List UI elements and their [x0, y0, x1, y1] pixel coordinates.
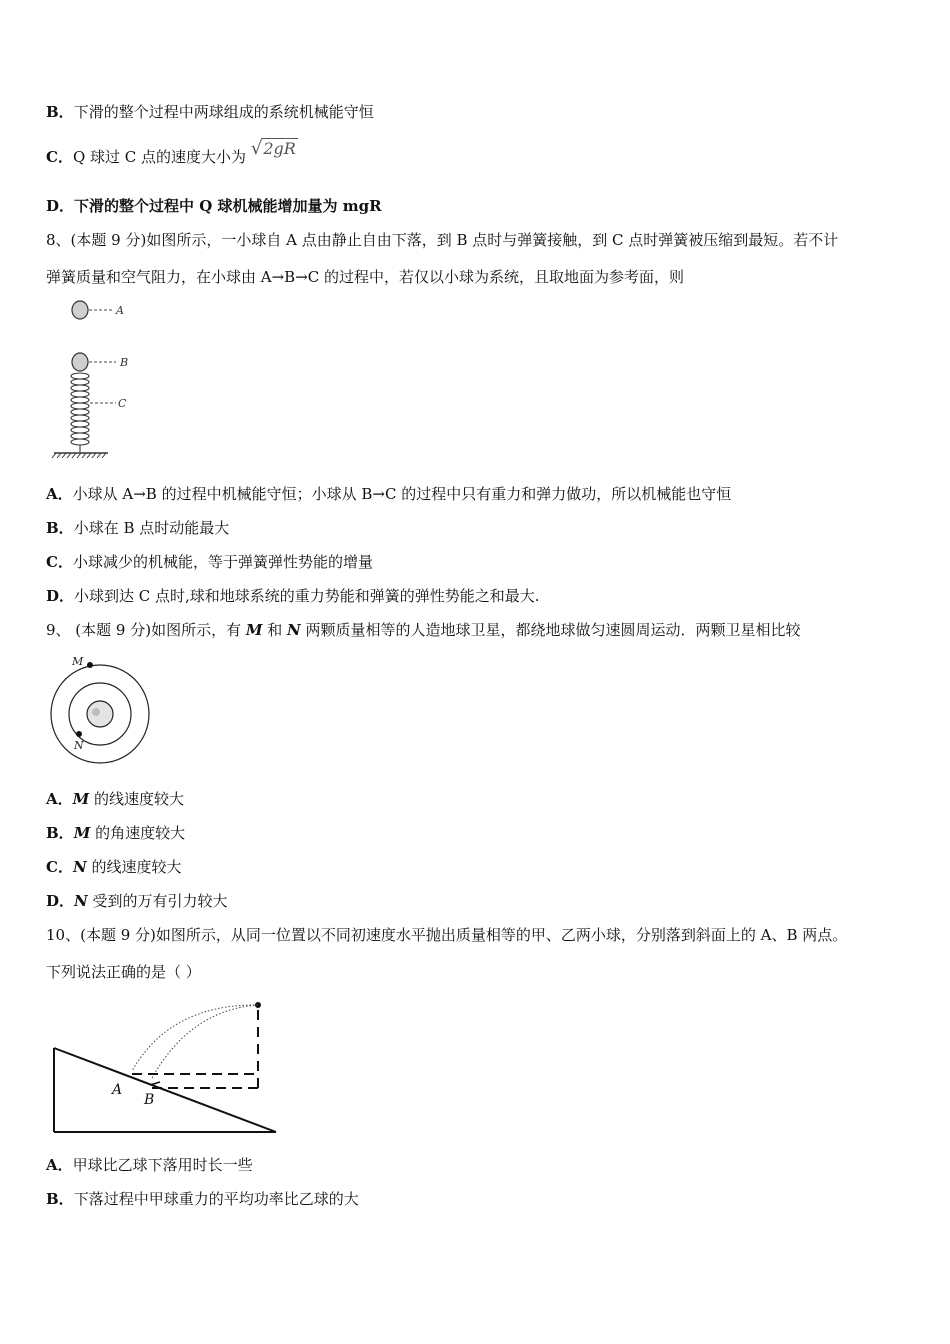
stem-and: 和 [262, 621, 288, 639]
option-label: C． [46, 858, 73, 876]
ball-at-b [72, 353, 88, 371]
q9-option-d [46, 891, 228, 911]
trajectory-b [152, 1005, 258, 1078]
option-text: 甲球比乙球下落用时长一些 [72, 1156, 253, 1174]
option-label: C． [46, 553, 73, 571]
label-c: C [118, 397, 127, 410]
option-label: B． [46, 1190, 74, 1208]
option-text: 受到的万有引力较大 [87, 892, 228, 910]
option-var: N [74, 892, 88, 910]
q7-option-b [46, 102, 374, 122]
q9-stem [46, 620, 801, 640]
option-label: A． [46, 1156, 73, 1174]
q10-stem-line2 [46, 962, 201, 982]
sqrt-expression [251, 140, 298, 158]
option-var: M [72, 790, 90, 808]
label-a: A [116, 304, 124, 317]
ball-at-a [72, 301, 88, 319]
question-stem: 8、(本题 9 分)如图所示，一小球自 A 点由静止自由下落，到 B 点时与弹簧接触，到 C 点时弹簧被压缩到最短。若不计 [46, 231, 839, 249]
question-stem: 10、(本题 9 分)如图所示，从同一位置以不同初速度水平抛出质量相等的甲、乙两小球，分别落到斜面上的 A、B 两点。 [46, 926, 848, 944]
q10-incline-figure [50, 996, 285, 1138]
q10-option-b [46, 1189, 359, 1209]
option-var: M [73, 824, 91, 842]
q7-option-d [46, 196, 382, 216]
option-label: B． [46, 103, 74, 121]
option-label: D． [46, 587, 75, 605]
trajectory-a [132, 1005, 258, 1071]
option-label: B． [46, 824, 74, 842]
option-label: A． [46, 485, 73, 503]
option-text: 下滑的整个过程中 Q 球机械能增加量为 mgR [74, 197, 382, 215]
ground [52, 453, 108, 458]
option-text: 的线速度较大 [86, 858, 182, 876]
option-text: Q 球过 C 点的速度大小为 [72, 148, 247, 166]
q8-option-d [46, 586, 540, 606]
q9-option-b [46, 823, 185, 843]
q9-orbit-figure [44, 652, 159, 764]
q10-option-a [46, 1155, 253, 1175]
label-b: B [144, 1092, 155, 1108]
question-stem: 9、 (本题 9 分)如图所示，有 [46, 621, 246, 639]
label-b: B [120, 356, 129, 369]
spring [71, 373, 89, 452]
sqrt-radicand: 2gR [263, 139, 296, 158]
question-stem: 弹簧质量和空气阻力，在小球由 A→B→C 的过程中，若仅以小球为系统，且取地面为参考面，则 [46, 268, 685, 286]
q8-option-a [46, 484, 731, 504]
option-label: C． [46, 148, 73, 166]
incline [54, 1048, 276, 1132]
q8-option-c [46, 552, 373, 572]
option-text: 的线速度较大 [89, 790, 185, 808]
radical-sign: √ [250, 138, 263, 159]
option-label: A． [46, 790, 73, 808]
option-text: 下滑的整个过程中两球组成的系统机械能守恒 [73, 103, 374, 121]
q9-option-c [46, 857, 181, 877]
option-label: B． [46, 519, 74, 537]
satellite-m [87, 662, 93, 668]
option-text: 小球在 B 点时动能最大 [73, 519, 230, 537]
option-text: 小球到达 C 点时,球和地球系统的重力势能和弹簧的弹性势能之和最大. [74, 587, 540, 605]
question-stem-end: 两颗质量相等的人造地球卫星，都绕地球做匀速圆周运动．两颗卫星相比较 [300, 621, 801, 639]
label-m: M [72, 655, 84, 668]
option-var: N [72, 858, 87, 876]
option-text: 小球减少的机械能，等于弹簧弹性势能的增量 [72, 553, 373, 571]
q9-option-a [46, 789, 184, 809]
satellite-n [76, 731, 82, 737]
label-a: A [112, 1082, 123, 1098]
label-n: N [74, 739, 84, 752]
question-stem: 下列说法正确的是（ ） [46, 963, 201, 981]
q8-spring-figure [50, 296, 150, 461]
q10-stem-line1 [46, 925, 847, 945]
earth [87, 701, 113, 727]
option-label: D． [46, 197, 75, 215]
q8-stem-line1 [46, 230, 838, 250]
var-n: N [287, 621, 301, 639]
q8-option-b [46, 518, 229, 538]
option-label: D． [46, 892, 75, 910]
option-text: 下落过程中甲球重力的平均功率比乙球的大 [73, 1190, 359, 1208]
option-text: 小球从 A→B 的过程中机械能守恒；小球从 B→C 的过程中只有重力和弹力做功，所以机械能也守恒 [72, 485, 732, 503]
q7-option-c [46, 138, 298, 167]
q8-stem-line2 [46, 267, 684, 287]
var-m: M [245, 621, 263, 639]
option-text: 的角速度较大 [90, 824, 186, 842]
